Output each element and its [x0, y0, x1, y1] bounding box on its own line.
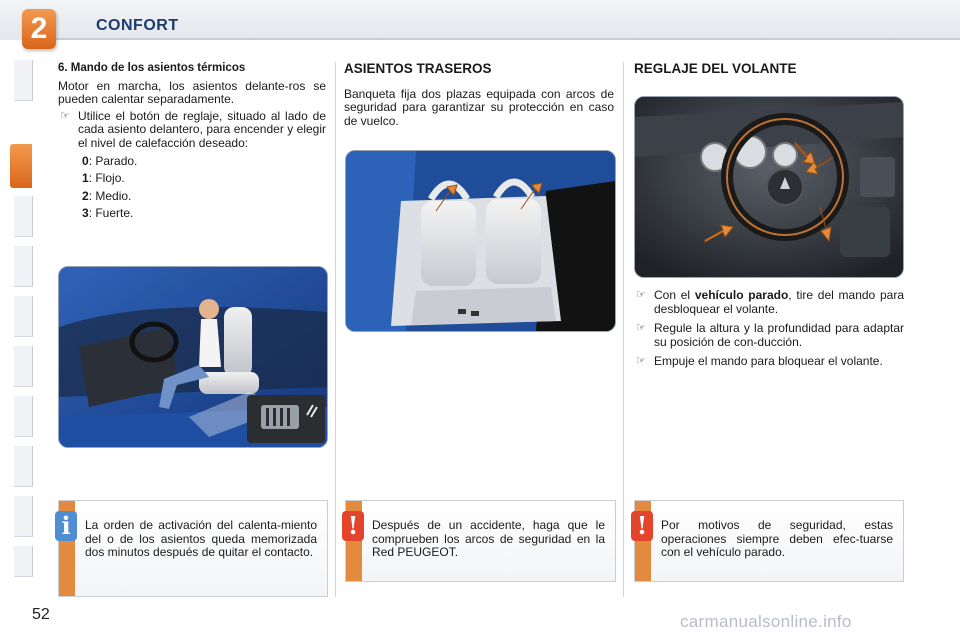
level-number: 1 — [82, 171, 89, 186]
bullet-text: Regule la altura y la profundidad para adaptar su posición de con-ducción. — [654, 321, 904, 349]
steering-wheel-drawing — [635, 97, 903, 277]
pointing-hand-icon: ☞ — [636, 289, 646, 301]
warning-note-box — [345, 500, 616, 582]
column-divider — [623, 62, 624, 597]
steering-adjust-heading: REGLAJE DEL VOLANTE — [634, 61, 797, 76]
chapter-tab-active[interactable] — [10, 144, 32, 188]
chapter-tab[interactable] — [14, 396, 33, 437]
car-interior-drawing — [59, 267, 327, 447]
middle-column-text — [344, 62, 614, 128]
chapter-title: CONFORT — [96, 17, 179, 34]
level-label: : Parado. — [88, 153, 138, 168]
steering-bullet — [634, 322, 904, 349]
steering-bullets — [634, 286, 904, 372]
rear-seats-illustration — [345, 150, 616, 332]
bullet-text-pre: Con el — [654, 288, 695, 302]
level-number: 0 — [82, 153, 89, 168]
info-icon: i — [55, 511, 77, 541]
bullet-text: Empuje el mando para bloquear el volante. — [654, 354, 883, 369]
pointing-hand-icon: ☞ — [636, 355, 646, 368]
heating-level-item — [58, 155, 326, 169]
column-divider — [335, 62, 336, 597]
pointing-hand-icon: ☞ — [636, 322, 646, 335]
level-number: 2 — [82, 188, 89, 203]
seat-heating-bullet — [58, 110, 326, 151]
level-label: : Flojo. — [88, 171, 125, 186]
heated-seat-illustration — [58, 266, 328, 448]
bullet-text-bold: vehículo parado — [694, 288, 789, 302]
rear-seats-body: Banqueta fija dos plazas equipada con arcos de seguridad para garantizar su protección en caso de vuelco. — [344, 86, 614, 128]
heating-level-item — [58, 172, 326, 186]
heating-level-item — [58, 207, 326, 221]
watermark: carmanualsonline.info — [680, 612, 852, 631]
bullet-text-post: , tire del mando para desbloquear el volante. — [654, 288, 904, 316]
chapter-tabs — [0, 60, 34, 580]
warning-icon: ! — [631, 511, 653, 541]
seat-heating-subheading: 6. Mando de los asientos térmicos — [58, 62, 246, 74]
chapter-tab[interactable] — [14, 346, 33, 387]
rear-seats-heading: ASIENTOS TRASEROS — [344, 61, 492, 76]
chapter-tab[interactable] — [14, 196, 33, 237]
steering-bullet — [634, 355, 904, 369]
warning-note-box — [634, 500, 904, 582]
info-note-box — [58, 500, 328, 597]
bullet-text: Utilice el botón de reglaje, situado al lado de cada asiento delantero, para encender y elegir el nivel de calefacción deseado: — [78, 108, 326, 150]
rear-seats-drawing — [346, 151, 615, 331]
info-note-text: La orden de activación del calenta-miento del o de los asientos queda memorizada dos minutos después de quitar el contacto. — [85, 518, 317, 559]
chapter-tab[interactable] — [14, 60, 33, 101]
left-column-text — [58, 62, 326, 225]
steering-wheel-illustration — [634, 96, 904, 278]
warning-icon: ! — [342, 511, 364, 541]
warning-note-text: Por motivos de seguridad, estas operaciones siempre deben efec-tuarse con el vehículo parado. — [661, 518, 893, 559]
chapter-tab[interactable] — [14, 546, 33, 577]
seat-heating-intro: Motor en marcha, los asientos delante-ros se pueden calentar separadamente. — [58, 78, 326, 107]
page-number: 52 — [32, 606, 50, 623]
header-rule — [56, 38, 960, 40]
heating-level-item — [58, 190, 326, 204]
chapter-tab[interactable] — [14, 246, 33, 287]
chapter-tab[interactable] — [14, 496, 33, 537]
warning-note-text: Después de un accidente, haga que le comprueben los arcos de seguridad en la Red PEUGEOT. — [372, 518, 605, 559]
chapter-number-badge: 2 — [22, 9, 56, 49]
level-label: : Medio. — [88, 188, 132, 203]
right-column-text — [634, 62, 904, 76]
steering-bullet — [634, 289, 904, 316]
level-label: : Fuerte. — [88, 206, 134, 221]
chapter-tab[interactable] — [14, 296, 33, 337]
chapter-tab[interactable] — [14, 446, 33, 487]
pointing-hand-icon: ☞ — [60, 109, 70, 122]
level-number: 3 — [82, 206, 89, 221]
